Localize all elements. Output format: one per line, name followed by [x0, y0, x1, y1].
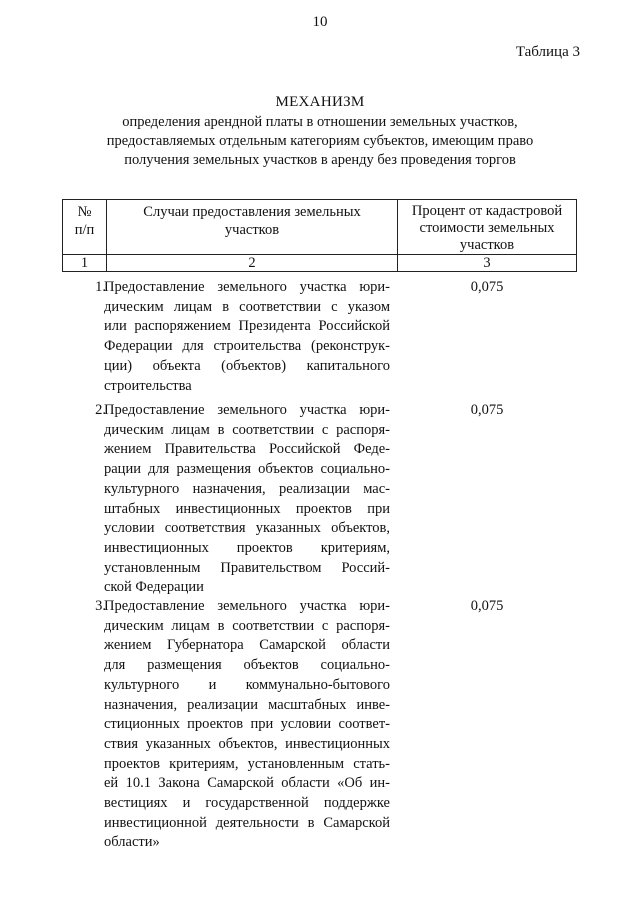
header-col-case: Случаи предоставления земельных участков	[143, 204, 361, 238]
column-number-1: 1	[80, 255, 89, 271]
row-number: 1.	[95, 279, 106, 295]
row-percent: 0,075	[470, 402, 504, 418]
header-col-number: № п/п	[74, 204, 95, 238]
row-case-text: Предоставление земельного участка юри- дическим лицам в соответствии с указом или распоряжением Президента Российской Федерации для строительства (реконструк- ции) объекта (объектов) капитального строительства	[104, 279, 390, 394]
header-col-percent: Процент от кадастровой стоимости земельных участков	[411, 203, 563, 253]
table-label: Таблица 3	[515, 44, 580, 60]
subtitle-line: определения арендной платы в отношении земельных участков,	[122, 114, 518, 130]
row-number: 2.	[95, 402, 106, 418]
row-percent: 0,075	[470, 279, 504, 295]
row-case-text: Предоставление земельного участка юри- дическим лицам в соответствии с распоря- жением Губернатора Самарской области для размещения объектов социально- культурного и коммунально-бытового назначения, реализации масштабных инве- стиционных проектов при условии соответ- ствия указанных объектов, инвестиционных проектов критериям, установленным стать- ей 10.1 Закона Самарской области «Об ин- вестициях и государственной поддержке инвестиционной деятельности в Самарской области»	[104, 598, 390, 851]
subtitle-line: предоставляемых отдельным категориям субъектов, имеющим право	[106, 133, 534, 149]
row-number: 3.	[95, 598, 106, 614]
column-number-2: 2	[248, 255, 256, 271]
subtitle-line: получения земельных участков в аренду без проведения торгов	[124, 152, 516, 168]
page-number: 10	[312, 14, 328, 30]
row-percent: 0,075	[470, 598, 504, 614]
document-subtitle	[0, 113, 640, 170]
row-case-text: Предоставление земельного участка юри- дическим лицам в соответствии с распоря- жением Правительства Российской Феде- рации для размещения объектов социально- культурного назначения, реализации мас- штабных инвестиционных проектов при условии соответствия указанных объектов, инвестиционных проектов критериям, установленным Правительством Россий- ской Федерации	[104, 402, 390, 596]
document-title: МЕХАНИЗМ	[275, 94, 365, 110]
column-number-3: 3	[483, 255, 491, 271]
